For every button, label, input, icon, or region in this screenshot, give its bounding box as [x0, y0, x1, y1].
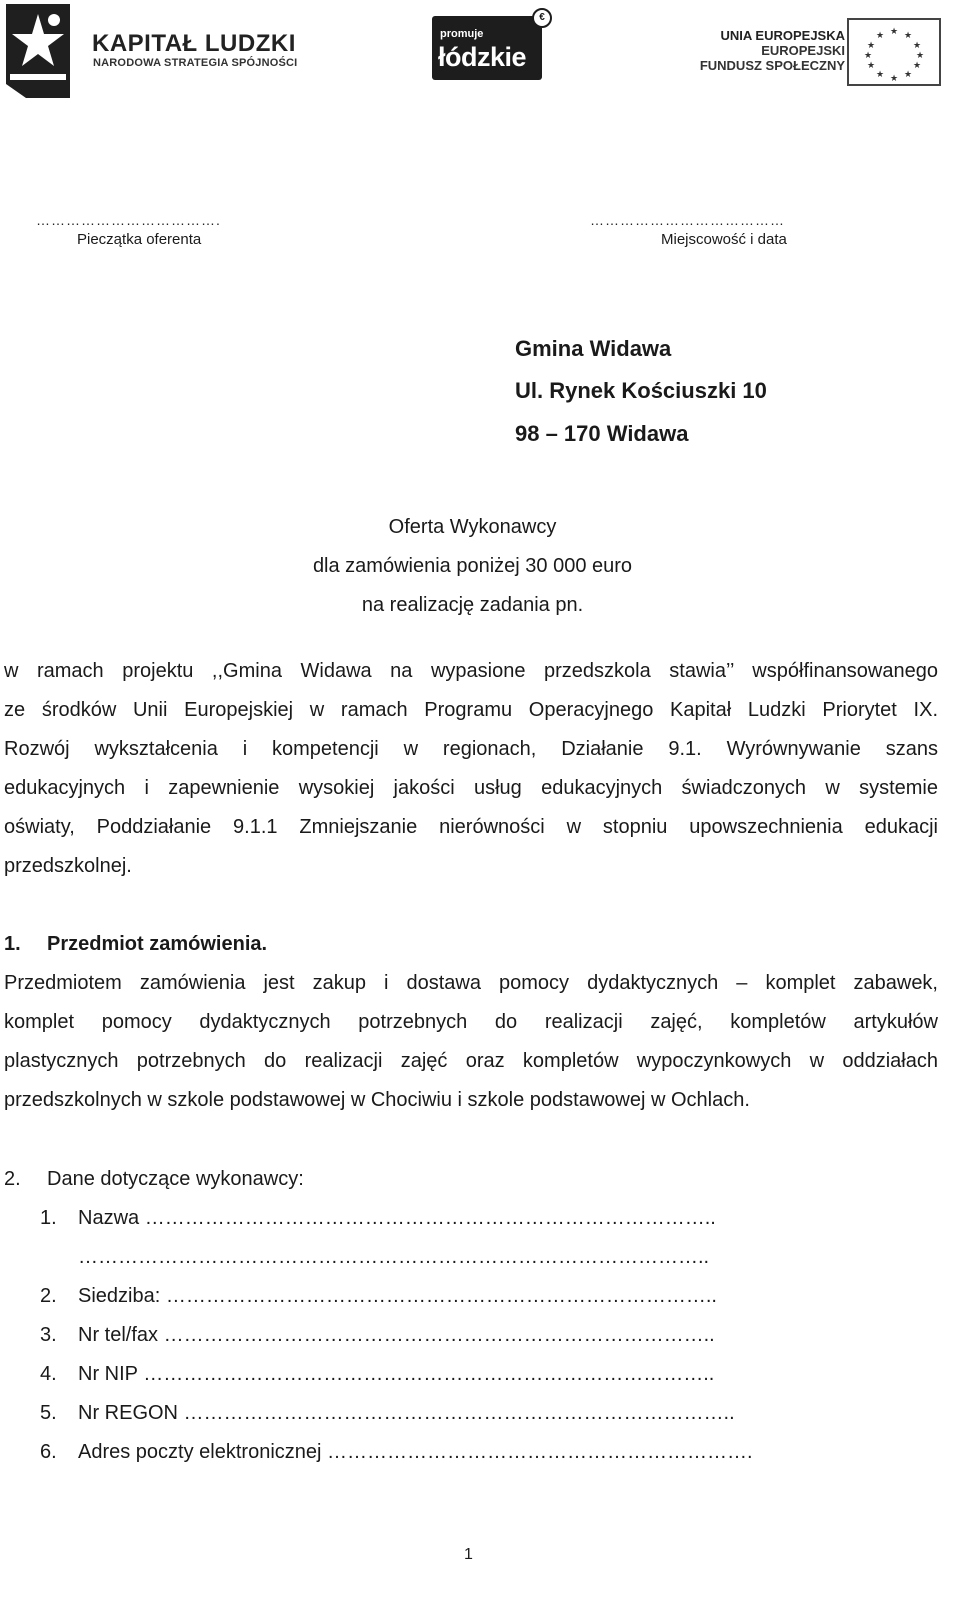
svg-text:★: ★ — [866, 60, 876, 70]
svg-text:★: ★ — [903, 69, 913, 79]
field-name-continued[interactable] — [40, 1246, 709, 1269]
recipient-street: Ul. Rynek Kościuszki 10 — [515, 378, 767, 403]
svg-text:★: ★ — [915, 50, 925, 60]
intro-line: Rozwój wykształcenia i kompetencji w regionach, Działanie 9.1. Wyrównywanie szans — [4, 738, 938, 760]
kapital-ludzki-title: KAPITAŁ LUDZKI — [92, 30, 296, 57]
section1-line: Przedmiotem zamówienia jest zakup i dostawa pomocy dydaktycznych – komplet zabawek, — [4, 972, 938, 994]
intro-line: przedszkolnej. — [4, 855, 132, 877]
svg-text:★: ★ — [863, 50, 873, 60]
intro-line: edukacyjnych i zapewnienie wysokiej jakości usług edukacyjnych świadczonych w systemie — [4, 777, 938, 799]
field-text: Nr tel/fax ……………………………………………………………………….. — [78, 1324, 715, 1346]
eu-flag-icon — [847, 18, 941, 86]
field-phone-fax[interactable] — [40, 1324, 715, 1347]
kapital-ludzki-emblem-icon — [6, 4, 70, 98]
field-number: 2. — [40, 1285, 57, 1307]
section2-heading — [4, 1168, 304, 1191]
field-text: ………………………………………………………………………………….. — [78, 1246, 710, 1268]
page-number: 1 — [464, 1546, 473, 1563]
svg-text:★: ★ — [912, 40, 922, 50]
offer-subtitle: dla zamówienia poniżej 30 000 euro — [312, 555, 633, 577]
promuje-lodzkie-logo — [432, 8, 552, 80]
section1-number: 1. — [4, 933, 21, 955]
section2-title: Dane dotyczące wykonawcy: — [47, 1168, 304, 1190]
field-number: 4. — [40, 1363, 57, 1385]
eu-logo — [700, 14, 945, 86]
section2-number: 2. — [4, 1168, 21, 1190]
section1-title: Przedmiot zamówienia. — [47, 933, 268, 955]
field-name[interactable] — [40, 1207, 716, 1230]
field-number: 6. — [40, 1441, 57, 1463]
field-regon[interactable] — [40, 1402, 735, 1425]
field-email[interactable] — [40, 1441, 753, 1464]
kapital-ludzki-subtitle: NARODOWA STRATEGIA SPÓJNOŚCI — [93, 57, 298, 69]
intro-line: oświaty, Poddziałanie 9.1.1 Zmniejszanie nierówności w stopniu upowszechnienia edukacji — [4, 816, 938, 838]
offer-task: na realizację zadania pn. — [361, 594, 584, 616]
field-number: 1. — [40, 1207, 57, 1229]
field-text: Nr REGON ……………………………………………………………………….. — [78, 1402, 735, 1424]
lodzkie-main-text: łódzkie — [438, 42, 527, 72]
date-dots: ………………………………… — [590, 212, 785, 228]
eu-subtitle-2: FUNDUSZ SPOŁECZNY — [699, 58, 845, 73]
svg-text:★: ★ — [866, 40, 876, 50]
section1-heading — [4, 933, 267, 956]
recipient-city: 98 – 170 Widawa — [515, 421, 689, 446]
stamp-dots: ………………………………. — [36, 212, 221, 228]
field-text: Nazwa ………………………………………………………………………….. — [78, 1207, 716, 1229]
field-seat[interactable] — [40, 1285, 717, 1308]
svg-text:★: ★ — [912, 60, 922, 70]
section1-paragraph — [4, 964, 938, 1120]
field-text: Siedziba: ……………………………………………………………………….. — [78, 1285, 717, 1307]
eu-title: UNIA EUROPEJSKA — [720, 28, 845, 43]
section1-line: plastycznych potrzebnych do realizacji zajęć oraz kompletów wypoczynkowych w oddziałach — [4, 1050, 938, 1072]
field-number: 5. — [40, 1402, 57, 1424]
svg-text:★: ★ — [889, 26, 899, 36]
intro-paragraph — [4, 652, 938, 886]
svg-text:★: ★ — [889, 73, 899, 83]
offer-title: Oferta Wykonawcy — [388, 516, 557, 538]
field-number: 3. — [40, 1324, 57, 1346]
field-text: Nr NIP ………………………………………………………………………….. — [78, 1363, 715, 1385]
intro-line: w ramach projektu ,,Gmina Widawa na wypasione przedszkola stawia’’ współfinansowanego — [4, 660, 938, 682]
svg-text:★: ★ — [903, 30, 913, 40]
field-nip[interactable] — [40, 1363, 714, 1386]
lodzkie-top-text: promuje — [440, 28, 484, 40]
lodzkie-badge — [432, 16, 542, 80]
intro-line: ze środków Unii Europejskiej w ramach Programu Operacyjnego Kapitał Ludzki Priorytet IX. — [4, 699, 938, 721]
recipient-name: Gmina Widawa — [515, 336, 672, 361]
euro-coin-icon: € — [532, 8, 552, 28]
stamp-label: Pieczątka oferenta — [77, 231, 202, 248]
field-text: Adres poczty elektronicznej ………………………………………………………. — [78, 1441, 753, 1463]
eu-text — [700, 28, 845, 73]
date-label: Miejscowość i data — [661, 231, 787, 248]
eu-subtitle-1: EUROPEJSKI — [761, 43, 845, 58]
section1-line: przedszkolnych w szkole podstawowej w Chociwiu i szkole podstawowej w Ochlach. — [4, 1089, 750, 1111]
svg-text:★: ★ — [875, 69, 885, 79]
kapital-ludzki-logo — [4, 2, 304, 98]
section1-line: komplet pomocy dydaktycznych potrzebnych do realizacji zajęć, kompletów artykułów — [4, 1011, 938, 1033]
svg-text:★: ★ — [875, 30, 885, 40]
